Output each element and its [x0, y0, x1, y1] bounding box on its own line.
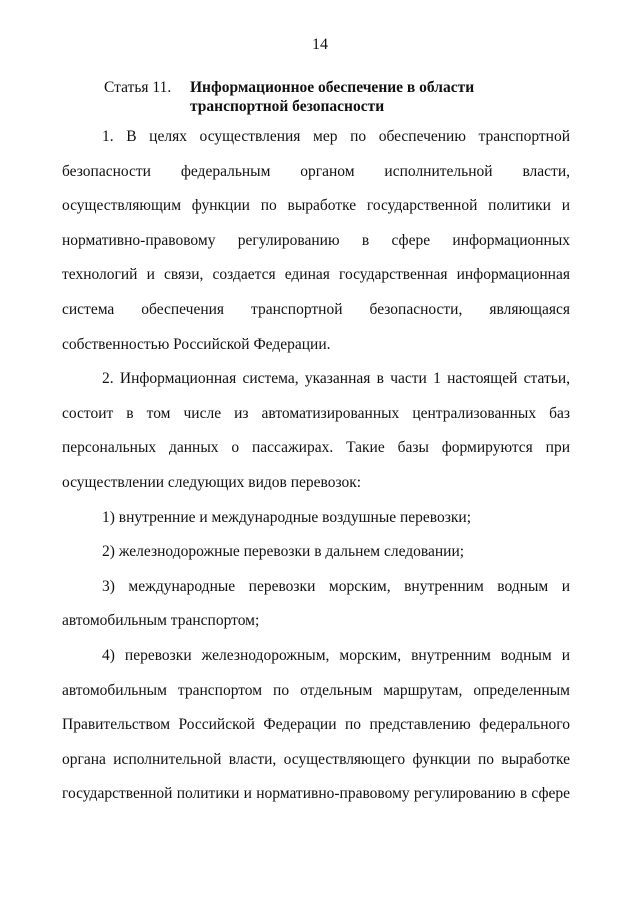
body-line: технологий и связи, создается единая государственная информационная [62, 266, 570, 284]
page-number: 14 [312, 36, 328, 53]
body-line: 1) внутренние и международные воздушные перевозки; [102, 508, 472, 526]
body-line: система обеспечения транспортной безопасности, являющаяся [62, 300, 570, 318]
body-line: 2) железнодорожные перевозки в дальнем следовании; [102, 543, 465, 561]
body-line: государственной политики и нормативно-правовому регулированию в сфере [62, 785, 570, 803]
article-heading [104, 78, 574, 116]
body-line: персональных данных о пассажирах. Такие базы формируются при [62, 439, 570, 457]
article-body [62, 120, 570, 812]
article-label: Статья 11. [104, 79, 172, 96]
body-line: осуществляющим функции по выработке государственной политики и [62, 197, 570, 215]
body-line: 3) международные перевозки морским, внутренним водным и [102, 577, 570, 595]
article-title-line-1: Информационное обеспечение в области [190, 79, 475, 96]
body-line: 4) перевозки железнодорожным, морским, внутренним водным и [102, 646, 570, 664]
body-line: автомобильным транспортом по отдельным маршрутам, определенным [62, 681, 570, 699]
body-line: нормативно-правовому регулированию в сфере информационных [62, 231, 570, 249]
body-line: 2. Информационная система, указанная в части 1 настоящей статьи, [102, 370, 570, 388]
body-line: автомобильным транспортом; [62, 612, 260, 630]
body-line: Правительством Российской Федерации по представлению федерального [62, 716, 570, 734]
body-line: состоит в том числе из автоматизированных централизованных баз [62, 404, 570, 422]
body-line: осуществлении следующих видов перевозок: [62, 473, 362, 491]
body-line: безопасности федеральным органом исполнительной власти, [62, 162, 570, 180]
article-title [190, 78, 490, 116]
article-title-line-2: транспортной безопасности [190, 98, 385, 115]
body-line: органа исполнительной власти, осуществляющего функции по выработке [62, 750, 570, 768]
body-line: собственностью Российской Федерации. [62, 335, 331, 353]
body-line: 1. В целях осуществления мер по обеспечению транспортной [102, 128, 570, 145]
